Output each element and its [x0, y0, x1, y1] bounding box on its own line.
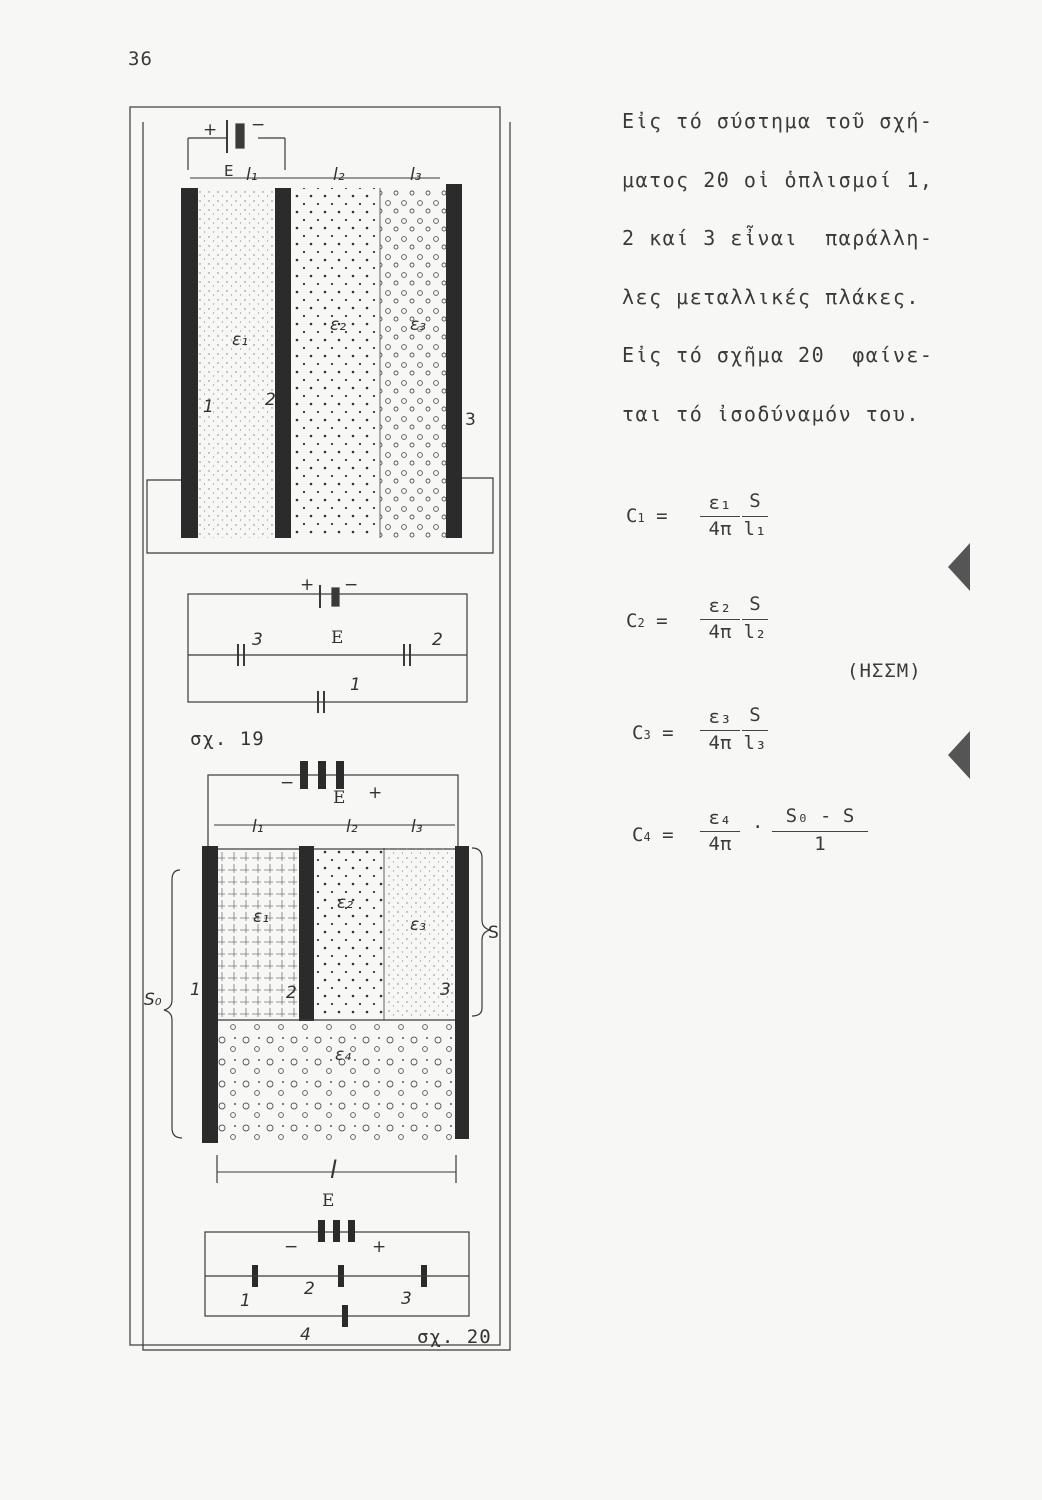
figure-caption-19: σχ. 19 — [190, 728, 265, 750]
circuit-cap-label: 1 — [240, 1291, 251, 1311]
paragraph-line: Εἰς τό σχῆμα 20 φαίνε- — [622, 343, 934, 368]
eq-num2: S₀ - S — [785, 805, 855, 827]
page-number: 36 — [128, 48, 153, 70]
multiply-dot: · — [752, 816, 764, 838]
eq-den2: 1 — [814, 833, 826, 855]
eq-num: ε₃ — [708, 706, 732, 728]
eq-num2: S — [749, 593, 761, 615]
eq-den: 4π — [708, 833, 732, 855]
circuit-cap-label: 4 — [300, 1325, 311, 1345]
dim-label-l3: l₃ — [411, 817, 423, 837]
circuit-plus-label: + — [300, 575, 315, 595]
eq-den: 4π — [708, 518, 732, 540]
figure-caption-20: σχ. 20 — [417, 1326, 492, 1348]
dielectric-label-e3: ε₃ — [410, 315, 427, 335]
dielectric-label-e2: ε₂ — [330, 315, 347, 335]
paragraph-line: ματος 20 οἱ ὁπλισμοί 1, — [622, 167, 934, 192]
dielectric-label-e4: ε₄ — [335, 1045, 352, 1065]
length-label: l — [330, 1156, 337, 1184]
eq-num2: S — [749, 704, 761, 726]
dim-label-l2: l₂ — [333, 165, 345, 185]
dim-label-l1: l₁ — [252, 817, 264, 837]
paragraph-line: Εἰς τό σύστημα τοῦ σχή- — [622, 109, 934, 133]
eq-den2: l₂ — [743, 621, 767, 643]
area-label-s0: S₀ — [144, 990, 162, 1010]
eq-den2: l₁ — [743, 518, 767, 540]
plate-label-3: 3 — [465, 410, 476, 430]
battery-label: E — [333, 788, 346, 808]
circuit-cap-label: 3 — [401, 1289, 412, 1309]
plate-label-1: 1 — [190, 980, 201, 1000]
eq-lhs: C3 = — [632, 722, 674, 744]
dielectric-label-e1: ε₁ — [253, 907, 270, 927]
eq-num: ε₂ — [708, 595, 732, 617]
eq-den2: l₃ — [743, 732, 767, 754]
paragraph-line: 2 καί 3 εἶναι παράλλη- — [622, 226, 934, 251]
dim-label-l2: l₂ — [346, 817, 358, 837]
eq-num2: S — [749, 490, 761, 512]
dielectric-label-e2: ε₂ — [337, 893, 354, 913]
circuit-minus-label: − — [284, 1237, 299, 1257]
battery-plus-label: + — [368, 783, 383, 803]
circuit-source-label: E — [331, 628, 344, 648]
plate-label-2: 2 — [286, 983, 297, 1003]
eq-num: ε₄ — [708, 807, 732, 829]
eq-lhs: C4 = — [632, 824, 674, 846]
area-label-s: S — [488, 923, 499, 943]
battery-minus-label: − — [251, 115, 266, 135]
circuit-cap-label: 3 — [252, 630, 263, 650]
paragraph-line: λες μεταλλικές πλάκες. — [622, 284, 920, 309]
circuit-plus-label: + — [372, 1237, 387, 1257]
eq-lhs: C1 = — [626, 505, 668, 527]
battery-minus-label: − — [280, 773, 295, 793]
circuit-cap-label: 2 — [304, 1279, 315, 1299]
eq-lhs: C2 = — [626, 610, 668, 632]
eq-num: ε₁ — [708, 492, 732, 514]
plate-label-1: 1 — [203, 397, 214, 417]
circuit-cap-label: 1 — [350, 675, 361, 695]
dielectric-label-e3: ε₃ — [410, 915, 427, 935]
paragraph-line: ται τό ἰσοδύναμόν του. — [622, 401, 920, 426]
equation-note: (ΗΣΣΜ) — [847, 660, 922, 682]
plate-label-3: 3 — [440, 980, 451, 1000]
dim-label-l1: l₁ — [246, 165, 258, 185]
circuit-cap-label: 2 — [432, 630, 443, 650]
battery-plus-label: + — [203, 120, 218, 140]
eq-den: 4π — [708, 621, 732, 643]
dielectric-label-e1: ε₁ — [232, 330, 249, 350]
circuit-source-label: E — [322, 1191, 335, 1211]
source-label: E — [224, 162, 234, 180]
eq-den: 4π — [708, 732, 732, 754]
dim-label-l3: l₃ — [410, 165, 422, 185]
plate-label-2: 2 — [265, 390, 276, 410]
circuit-minus-label: − — [344, 575, 359, 595]
